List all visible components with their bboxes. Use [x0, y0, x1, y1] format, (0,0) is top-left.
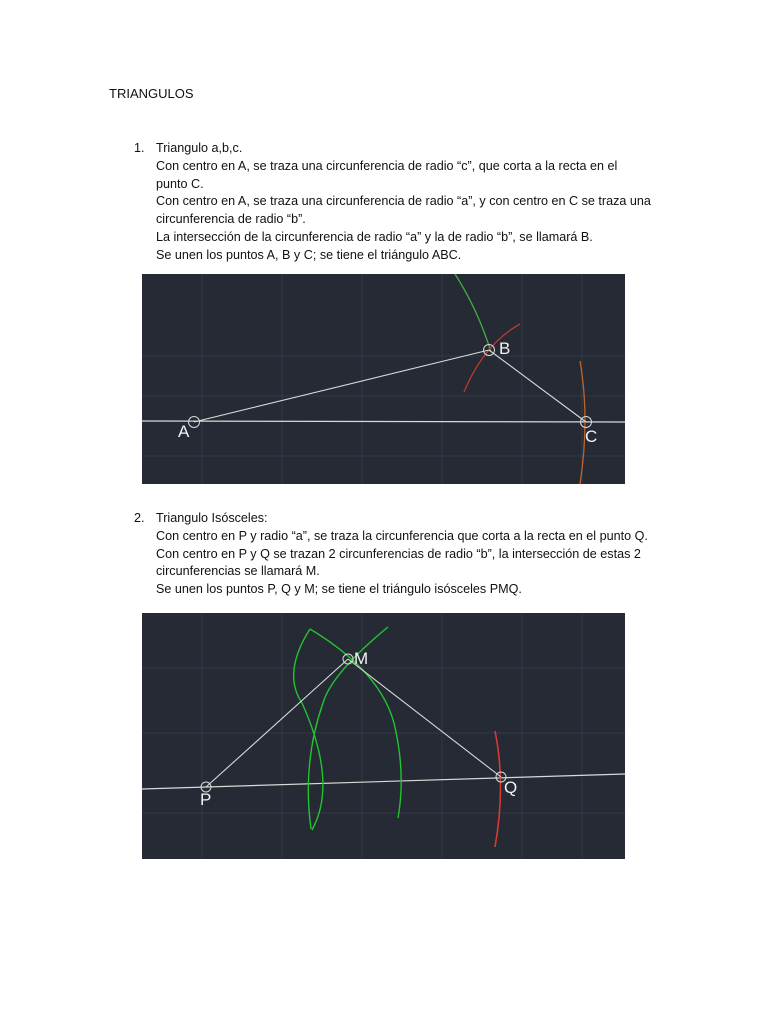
paragraph-line: circunferencia de radio “b”. — [156, 212, 306, 227]
figure-triangle-abc — [142, 274, 625, 484]
cad-grid — [142, 274, 625, 484]
paragraph-line: La intersección de la circunferencia de radio “a” y la de radio “b”, se llamará B. — [156, 229, 593, 244]
base-line — [142, 774, 625, 789]
paragraph-line: Se unen los puntos P, Q y M; se tiene el triángulo isósceles PMQ. — [156, 582, 522, 597]
list-number: 2. — [134, 511, 145, 525]
page-title: TRIANGULOS — [109, 86, 194, 101]
side-ab — [194, 350, 489, 422]
paragraph-line: Con centro en A, se traza una circunferencia de radio “a”, y con centro en C se traza una — [156, 194, 651, 209]
cad-grid — [142, 613, 625, 859]
point-q-label: Q — [504, 778, 518, 797]
base-line — [142, 421, 625, 422]
paragraph-line: Se unen los puntos A, B y C; se tiene el triángulo ABC. — [156, 247, 462, 262]
figure-triangle-pmq — [142, 613, 625, 859]
paragraph-line: Con centro en P y Q se trazan 2 circunferencias de radio “b”, la intersección de estas 2 — [156, 546, 641, 561]
side-pm — [206, 659, 348, 787]
arc-radius-a — [495, 731, 501, 847]
point-p-label: P — [200, 790, 212, 809]
side-mq — [348, 659, 501, 777]
paragraph-line: punto C. — [156, 176, 204, 191]
arc-radius-a — [455, 274, 491, 352]
point-m-label: M — [354, 649, 369, 668]
arc-radius-b — [464, 324, 520, 392]
point-c-label: C — [585, 427, 598, 446]
paragraph-line: circunferencias se llamará M. — [156, 564, 320, 579]
section-heading: Triangulo Isósceles: — [156, 511, 268, 525]
section-heading: Triangulo a,b,c. — [156, 141, 243, 155]
point-a-label: A — [178, 422, 190, 441]
list-item-text — [156, 140, 676, 265]
paragraph-line: Con centro en P y radio “a”, se traza la circunferencia que corta a la recta en el punto Q. — [156, 528, 648, 543]
point-b-label: B — [499, 339, 511, 358]
list-number: 1. — [134, 141, 145, 155]
side-bc — [489, 350, 586, 422]
paragraph-line: Con centro en A, se traza una circunferencia de radio “c”, que corta a la recta en el — [156, 158, 618, 173]
arc-from-p-radius-b — [308, 627, 388, 829]
list-item-text — [156, 510, 676, 599]
